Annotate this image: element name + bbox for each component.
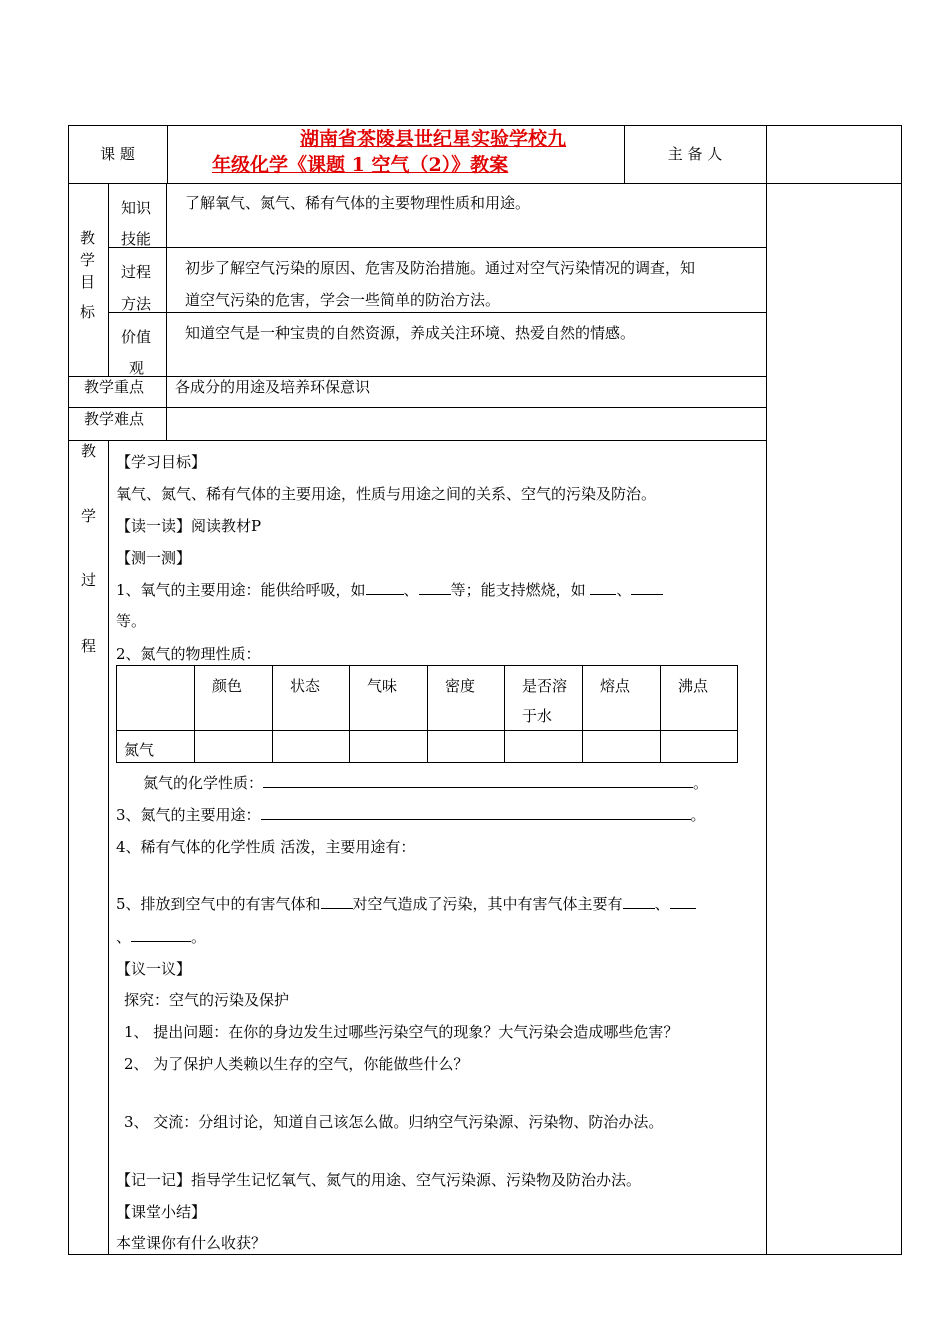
process-label-char: 程 [81,637,97,655]
period: 。 [191,928,207,946]
objectives-label-char: 标 [80,303,96,321]
table-header: 熔点 [600,677,631,695]
process-label-char: 过 [81,571,97,589]
table-header: 沸点 [678,677,709,695]
table-header: 是否溶 [522,677,568,695]
objective-process-text: 道空气污染的危害，学会一些简单的防治方法。 [185,291,501,309]
read-heading: 【读一读】阅读教材P [116,517,262,535]
objective-process-label: 过程 [121,263,152,281]
test-heading: 【测一测】 [116,549,192,567]
objective-value-text: 知道空气是一种宝贵的自然资源，养成关注环境、热爱自然的情感。 [185,324,636,342]
table-header: 状态 [290,677,321,695]
discuss-item-2: 2、 为了保护人类赖以生存的空气，你能做些什么？ [124,1055,469,1073]
blank-line[interactable] [321,894,353,909]
table-header: 颜色 [212,677,243,695]
period: 。 [693,774,709,792]
question-5-text: 5、排放到空气中的有害气体和 [116,895,321,913]
blank-line[interactable] [131,927,191,942]
question-5 [116,894,696,914]
chem-property-line [143,773,708,793]
objective-knowledge-label: 技能 [121,230,152,248]
goal-text: 氧气、氮气、稀有气体的主要用途，性质与用途之间的关系、空气的污染及防治。 [116,485,657,503]
question-1 [116,580,663,600]
objectives-label-char: 教 [80,229,96,247]
question-2: 2、氮气的物理性质： [116,645,261,663]
blank-line[interactable] [261,805,691,820]
lesson-title-line1: 湖南省茶陵县世纪星实验学校九 [300,128,567,150]
chem-property-label: 氮气的化学性质： [143,774,264,792]
question-1-sep: 、 [403,581,419,599]
goal-heading: 【学习目标】 [116,453,207,471]
question-5-sep: 、 [654,895,670,913]
process-label-char: 教 [81,442,97,460]
discuss-item-1: 1、 提出问题：在你的身边发生过哪些污染空气的现象？大气污染会造成哪些危害？ [124,1023,679,1041]
blank-line[interactable] [590,580,616,595]
question-5-sep: 、 [116,928,132,946]
key-point-label: 教学重点 [84,378,145,396]
objectives-label-char: 目 [80,273,96,291]
question-5-line2 [116,927,206,947]
process-label-char: 学 [81,507,97,525]
question-3 [116,805,706,825]
blank-line[interactable] [419,580,451,595]
question-1-sep: 、 [616,581,632,599]
preparer-label: 主 备 人 [667,145,723,163]
blank-line[interactable] [670,894,696,909]
period: 。 [690,806,706,824]
question-1-end: 等。 [116,612,147,630]
objective-value-label: 观 [129,359,145,377]
explore-text: 探究：空气的污染及保护 [124,991,290,1009]
objective-process-text: 初步了解空气污染的原因、危害及防治措施。通过对空气污染情况的调查，知 [185,259,696,277]
blank-line[interactable] [631,580,663,595]
topic-label: 课 题 [100,145,135,163]
summary-question: 本堂课你有什么收获？ [116,1234,267,1252]
discuss-heading: 【议一议】 [116,960,192,978]
blank-line[interactable] [263,773,693,788]
difficulty-label: 教学难点 [84,410,145,428]
question-1-text: 等；能支持燃烧，如 [450,581,591,599]
table-header: 气味 [367,677,398,695]
discuss-item-3: 3、 交流：分组讨论，知道自己该怎么做。归纳空气污染源、污染物、防治办法。 [124,1113,664,1131]
lesson-title-line2: 年级化学《课题 1 空气（2）》教案 [212,154,509,176]
objective-process-label: 方法 [121,295,152,313]
objective-knowledge-text: 了解氧气、氮气、稀有气体的主要物理性质和用途。 [185,194,531,212]
question-3-text: 3、氮气的主要用途： [116,806,261,824]
question-5-text: 对空气造成了污染，其中有害气体主要有 [352,895,623,913]
blank-line[interactable] [366,580,404,595]
objective-value-label: 价值 [121,328,152,346]
table-header-line2: 于水 [522,707,553,725]
question-4: 4、稀有气体的化学性质 活泼，主要用途有： [116,838,416,856]
blank-line[interactable] [623,894,655,909]
table-header: 密度 [445,677,476,695]
objectives-label-char: 学 [80,251,96,269]
question-1-text: 1、氧气的主要用途：能供给呼吸，如 [116,581,366,599]
objective-knowledge-label: 知识 [121,199,152,217]
key-point-value: 各成分的用途及培养环保意识 [175,378,371,396]
remember-text: 【记一记】指导学生记忆氧气、氮气的用途、空气污染源、污染物及防治办法。 [116,1171,642,1189]
summary-heading: 【课堂小结】 [116,1203,207,1221]
table-row-label: 氮气 [124,741,155,759]
